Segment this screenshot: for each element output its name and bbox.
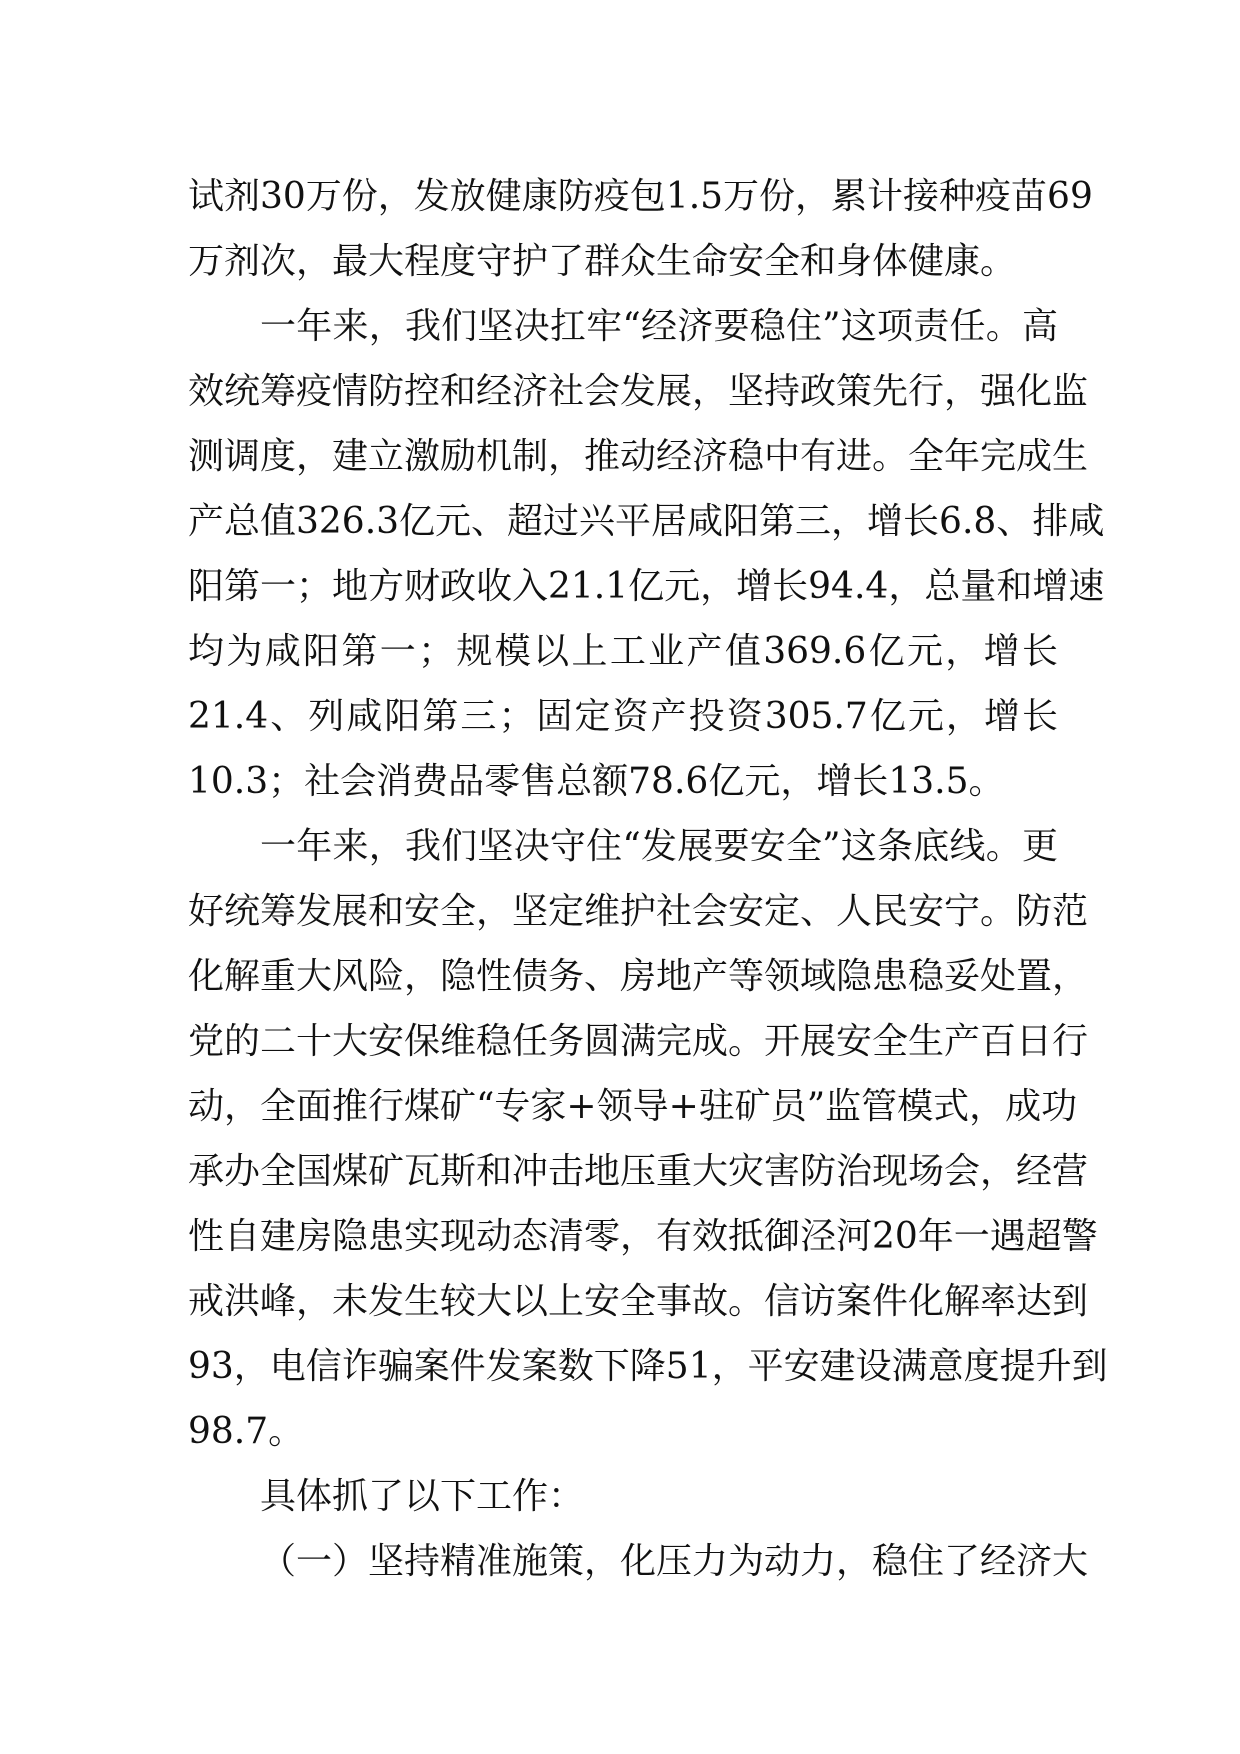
text-line-14: 党的二十大安保维稳任务圆满完成。开展安全生产百日行 bbox=[188, 1021, 1089, 1062]
text-line-6: 产总值326.3亿元、超过兴平居咸阳第三，增长6.8、排咸 bbox=[188, 501, 1105, 542]
text-line-15: 动，全面推行煤矿“专家+领导+驻矿员”监管模式，成功 bbox=[188, 1086, 1078, 1127]
text-line-19: 93，电信诈骗案件发案数下降51，平安建设满意度提升到 bbox=[188, 1346, 1108, 1387]
text-line-7: 阳第一；地方财政收入21.1亿元，增长94.4，总量和增速 bbox=[188, 566, 1105, 607]
text-line-12: 好统筹发展和安全，坚定维护社会安定、人民安宁。防范 bbox=[188, 891, 1089, 932]
text-line-1: 试剂30万份，发放健康防疫包1.5万份，累计接种疫苗69 bbox=[188, 176, 1093, 217]
paragraph-work-intro: 具体抓了以下工作： bbox=[260, 1476, 585, 1517]
paragraph-economy-start: 一年来，我们坚决扛牢“经济要稳住”这项责任。高 bbox=[260, 306, 1058, 347]
paragraph-safety-start: 一年来，我们坚决守住“发展要安全”这条底线。更 bbox=[260, 826, 1058, 867]
text-line-17: 性自建房隐患实现动态清零，有效抵御泾河20年一遇超警 bbox=[188, 1216, 1098, 1257]
text-line-16: 承办全国煤矿瓦斯和冲击地压重大灾害防治现场会，经营 bbox=[188, 1151, 1089, 1192]
document-body bbox=[188, 164, 1108, 1594]
text-line-13: 化解重大风险，隐性债务、房地产等领域隐患稳妥处置， bbox=[188, 956, 1089, 997]
text-line-9: 21.4、列咸阳第三；固定资产投资305.7亿元，增长 bbox=[188, 696, 1058, 737]
text-line-4: 效统筹疫情防控和经济社会发展，坚持政策先行，强化监 bbox=[188, 371, 1089, 412]
text-line-2: 万剂次，最大程度守护了群众生命安全和身体健康。 bbox=[188, 241, 1017, 282]
text-line-5: 测调度，建立激励机制，推动经济稳中有进。全年完成生 bbox=[188, 436, 1089, 477]
section-heading-1: （一）坚持精准施策，化压力为动力，稳住了经济大 bbox=[260, 1541, 1089, 1582]
text-line-20: 98.7。 bbox=[188, 1411, 305, 1452]
text-line-10: 10.3；社会消费品零售总额78.6亿元，增长13.5。 bbox=[188, 761, 1005, 802]
text-line-8: 均为咸阳第一；规模以上工业产值369.6亿元，增长 bbox=[188, 631, 1058, 672]
text-line-18: 戒洪峰，未发生较大以上安全事故。信访案件化解率达到 bbox=[188, 1281, 1089, 1322]
